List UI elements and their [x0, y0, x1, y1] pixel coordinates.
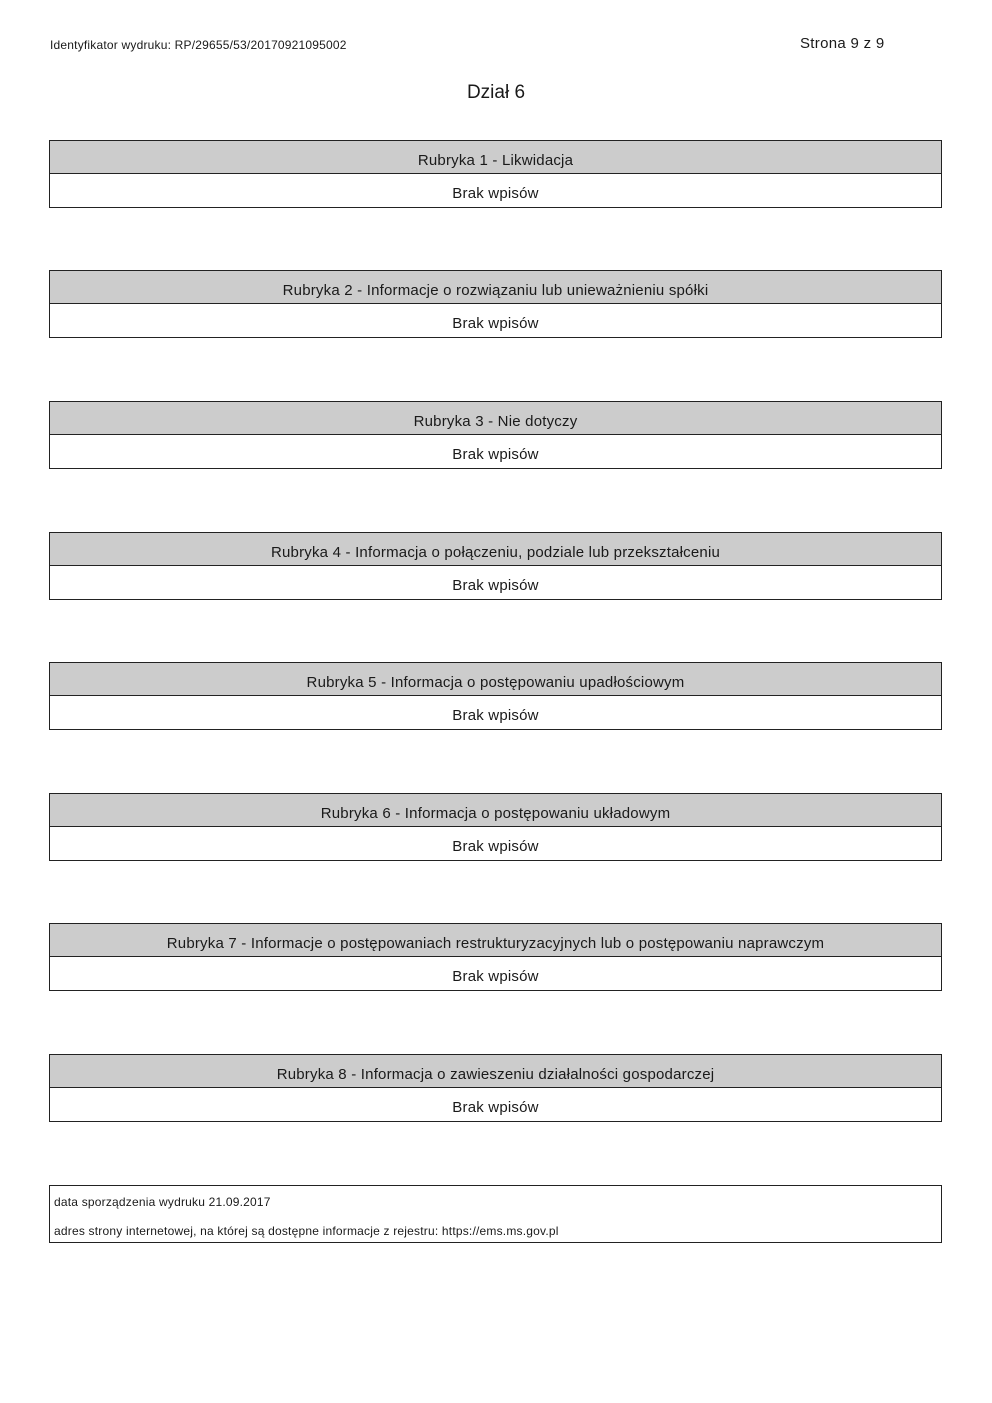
- rubryka-title: Rubryka 5 - Informacja o postępowaniu upadłościowym: [50, 663, 941, 696]
- rubryka-content: Brak wpisów: [452, 446, 539, 463]
- print-identifier: Identyfikator wydruku: RP/29655/53/20170921095002: [50, 38, 347, 52]
- rubryka-title: Rubryka 7 - Informacje o postępowaniach restrukturyzacyjnych lub o postępowaniu naprawczym: [50, 924, 941, 957]
- registry-website: adres strony internetowej, na której są dostępne informacje z rejestru: https://ems.ms.gov.pl: [54, 1224, 559, 1238]
- rubryka-title: Rubryka 4 - Informacja o połączeniu, podziale lub przekształceniu: [50, 533, 941, 566]
- print-date: data sporządzenia wydruku 21.09.2017: [54, 1195, 271, 1209]
- rubryka-content: Brak wpisów: [452, 707, 539, 724]
- page-number: Strona 9 z 9: [800, 35, 885, 52]
- rubryka-4: [49, 532, 942, 600]
- rubryka-6: [49, 793, 942, 861]
- rubryka-content: Brak wpisów: [452, 185, 539, 202]
- rubryka-7: [49, 923, 942, 991]
- footer-info-box: [49, 1185, 942, 1243]
- rubryka-title: Rubryka 8 - Informacja o zawieszeniu działalności gospodarczej: [50, 1055, 941, 1088]
- section-title: Dział 6: [466, 82, 526, 103]
- rubryka-5: [49, 662, 942, 730]
- rubryka-title: Rubryka 3 - Nie dotyczy: [50, 402, 941, 435]
- rubryka-content: Brak wpisów: [452, 1099, 539, 1116]
- rubryka-content: Brak wpisów: [452, 315, 539, 332]
- rubryka-content: Brak wpisów: [452, 968, 539, 985]
- rubryka-content: Brak wpisów: [452, 838, 539, 855]
- rubryka-3: [49, 401, 942, 469]
- rubryka-title: Rubryka 6 - Informacja o postępowaniu układowym: [50, 794, 941, 827]
- rubryka-content: Brak wpisów: [452, 577, 539, 594]
- rubryka-title: Rubryka 2 - Informacje o rozwiązaniu lub unieważnieniu spółki: [50, 271, 941, 304]
- rubryka-2: [49, 270, 942, 338]
- rubryka-title: Rubryka 1 - Likwidacja: [50, 141, 941, 174]
- rubryka-1: [49, 140, 942, 208]
- rubryka-8: [49, 1054, 942, 1122]
